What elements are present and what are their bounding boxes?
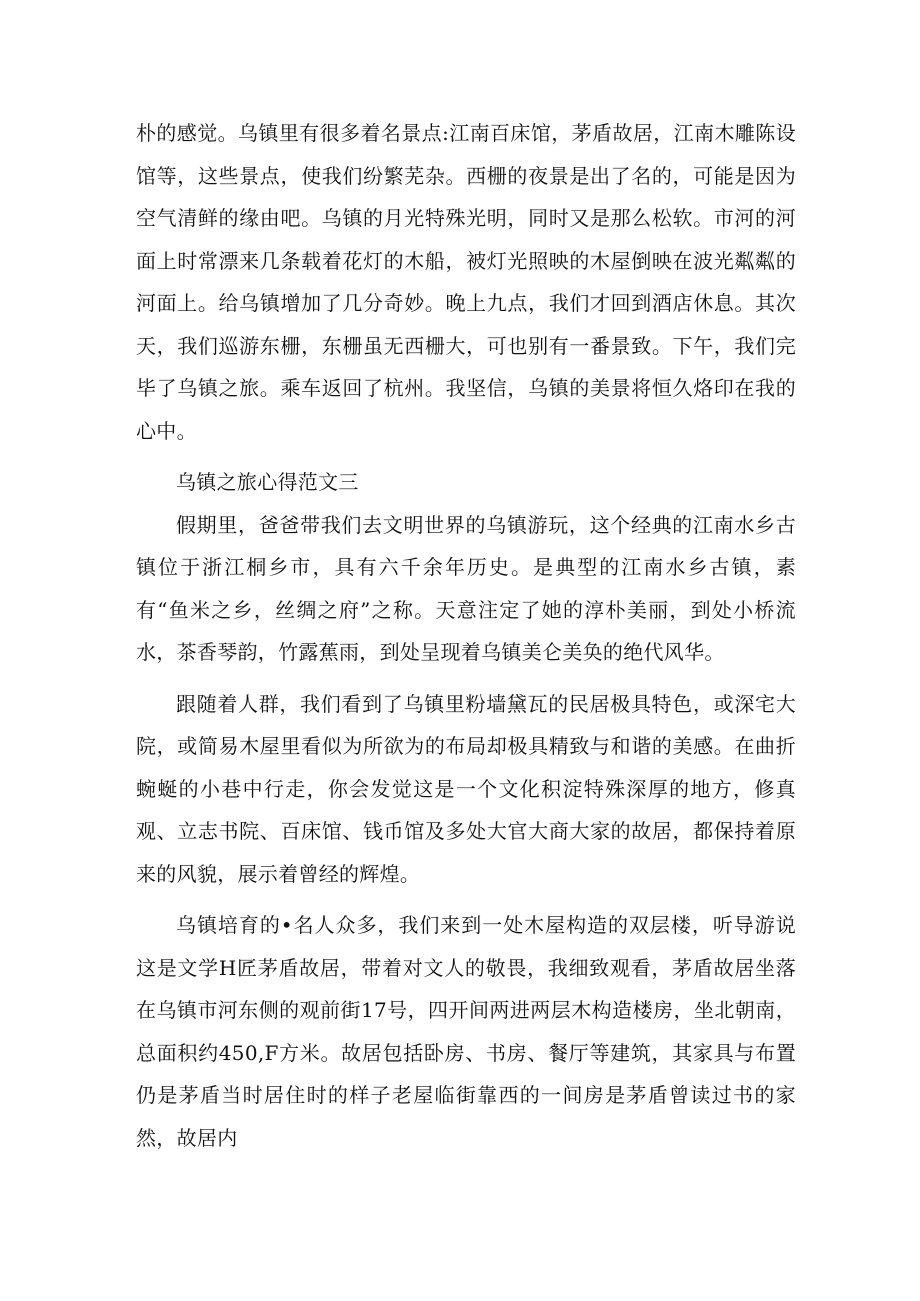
paragraph-continuation: 朴的感觉。乌镇里有很多着名景点:江南百床馆，茅盾故居，江南木雕陈设馆等，这些景点，使我们纷繁芜杂。西栅的夜景是出了名的，可能是因为空气清鲜的缘由吧。乌镇的月光特殊光明，同时又是那么松软。市河的河面上时常漂来几条载着花灯的木船，被灯光照映的木屋倒映在波光粼粼的河面上。给乌镇增加了几分奇妙。晚上九点，我们才回到酒店休息。其次天，我们巡游东栅，东栅虽无西栅大，可也别有一番景致。下午，我们完毕了乌镇之旅。乘车返回了杭州。我坚信，乌镇的美景将恒久烙印在我的心中。	[136, 121, 796, 443]
paragraph-alleys: 跟随着人群，我们看到了乌镇里粉墙黛瓦的民居极具特色，或深宅大院，或简易木屋里看似为所欲为的布局却极具精致与和谐的美感。在曲折蜿蜒的小巷中行走，你会发觉这是一个文化积淀特殊深厚的地方，修真观、立志书院、百床馆、钱币馆及多处大官大商大家的故居，都保持着原来的风貌，展示着曾经的辉煌。	[136, 691, 796, 886]
section-heading: 乌镇之旅心得范文三	[176, 470, 359, 494]
paragraph-intro: 假期里，爸爸带我们去文明世界的乌镇游玩，这个经典的江南水乡古镇位于浙江桐乡市，具有六千余年历史。是典型的江南水乡古镇，素有“鱼米之乡，丝绸之府”之称。天意注定了她的淳朴美丽，到处小桥流水，茶香琴韵，竹露蕉雨，到处呈现着乌镇美仑美奂的绝代风华。	[136, 512, 796, 664]
paragraph-mao-dun-residence: 乌镇培育的•名人众多，我们来到一处木屋构造的双层楼，听导游说这是文学H匠茅盾故居，带着对文人的敬畏，我细致观看，茅盾故居坐落在乌镇市河东侧的观前街17号，四开间两进两层木构造楼房，坐北朝南，总面积约450,F方米。故居包括卧房、书房、餐厅等建筑，其家具与布置仍是茅盾当时居住时的样子老屋临街靠西的一间房是茅盾曾读过书的家然，故居内	[136, 913, 796, 1150]
document-body	[136, 112, 796, 1159]
